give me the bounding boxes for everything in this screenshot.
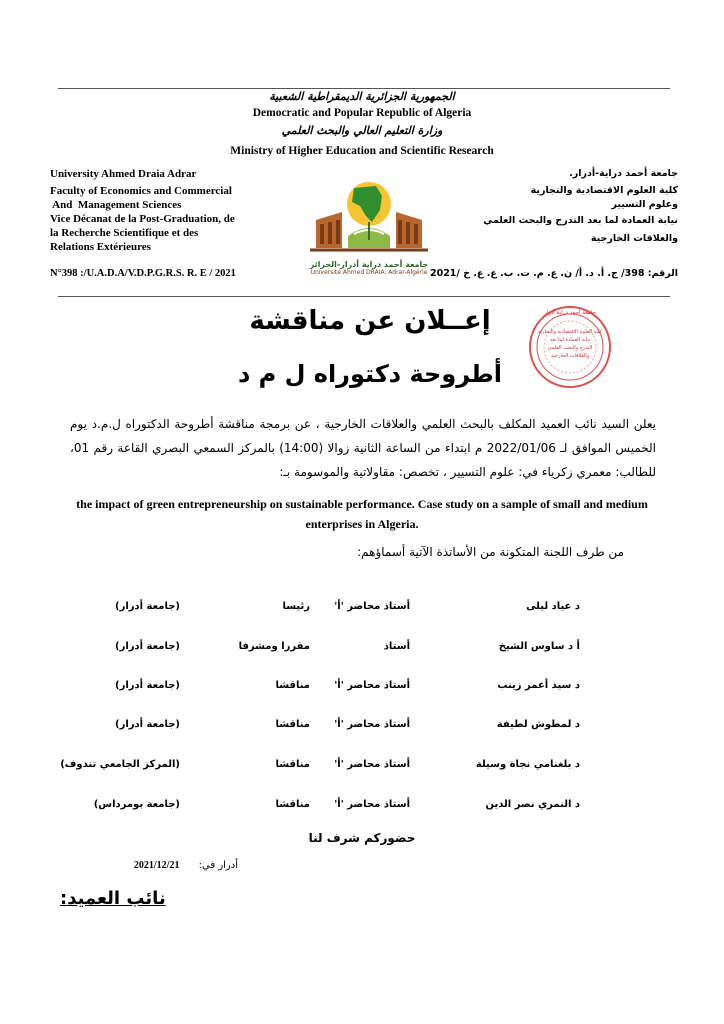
- committee-intro: من طرف اللجنة المتكونة من الأساتذة الآتية أسماؤهم:: [357, 545, 624, 559]
- member-role: مناقشا: [275, 759, 310, 770]
- member-rank: أستاذ: [383, 641, 410, 652]
- republic-ar: الجمهورية الجزائرية الديمقراطية الشعبية: [269, 90, 455, 103]
- stamp-inner-1: كلية العلوم الاقتصادية والتجارية: [537, 329, 603, 335]
- announcement-paragraph: يعلن السيد نائب العميد المكلف بالبحث العلمي والعلاقات الخارجية ، عن برمجة مناقشة أطروحة الدكتوراه ل.م.د يوم الخميس الموافق لـ 2022/01/06 م ابتداء من الساعة الثانية زوالا (14:00) بالمركز السمعي البصري القاعة رقم 01، للطالب: معمري زكرياء في: علوم التسيير ، تخصص: مقاولاتية والموسومة بـ:: [70, 417, 656, 479]
- university-en: University Ahmed Draia Adrar: [50, 168, 197, 180]
- member-university: (جامعة بومرداس): [93, 799, 180, 810]
- faculty-en-1: Faculty of Economics and Commercial: [50, 185, 232, 197]
- member-university: (جامعة أدرار): [115, 601, 180, 612]
- thesis-title: the impact of green entrepreneurship on sustainable performance. Case study on a sample of small and medium enterprises in Algeria.: [76, 497, 648, 531]
- republic-en: Democratic and Popular Republic of Algeria: [252, 107, 472, 119]
- reference-en: N°398 :/U.A.D.A/V.D.P.G.R.S. R. E / 2021: [50, 268, 236, 279]
- committee-row: [90, 641, 580, 659]
- faculty-ar-1: كلية العلوم الاقتصادية والتجارية: [530, 185, 678, 196]
- header-bottom-rule: [58, 296, 670, 297]
- vice-ar-1: نيابة العمادة لما بعد التدرج والبحث العلمي: [483, 215, 678, 226]
- vice-fr-1: Vice Décanat de la Post-Graduation, de: [50, 213, 235, 225]
- committee-row: [90, 680, 580, 698]
- university-ar: جامعة أحمد دراية-أدرار.: [569, 168, 678, 179]
- announcement-subtitle: أطروحة دكتوراه ل م د: [237, 360, 502, 388]
- logo-caption-fr: Université Ahmed DRAIA. Adrar-Algérie: [310, 269, 428, 276]
- vice-fr-3: Relations Extérieures: [50, 241, 151, 253]
- member-name: د سيد أعمر زينب: [497, 680, 580, 691]
- member-rank: أستاذ محاضر 'أ': [334, 680, 410, 691]
- member-name: د النمري نصر الدين: [485, 799, 580, 810]
- ministry-en: Ministry of Higher Education and Scientific Research: [230, 145, 494, 157]
- university-logo: [296, 176, 442, 276]
- date-line: [118, 860, 238, 871]
- member-university: (جامعة أدرار): [115, 719, 180, 730]
- member-university: (جامعة أدرار): [115, 680, 180, 691]
- member-name: د بلغنامي نجاة وسيلة: [475, 759, 580, 770]
- logo-caption-ar: جامعة أحمد دراية أدرار-الجزائر: [309, 260, 429, 269]
- member-rank: أستاذ محاضر 'أ': [334, 799, 410, 810]
- member-rank: أستاذ محاضر 'أ': [334, 759, 410, 770]
- member-name: د عياد ليلى: [526, 601, 580, 612]
- university-logo-graphic: [296, 176, 442, 256]
- member-university: (المركز الجامعي تندوف): [60, 759, 180, 770]
- faculty-ar-2: وعلوم التسيير: [611, 199, 678, 210]
- stamp-inner-block: [535, 328, 605, 360]
- committee-row: [90, 719, 580, 737]
- member-rank: أستاذ محاضر 'أ': [334, 601, 410, 612]
- member-name: أ د ساوس الشيخ: [498, 641, 580, 652]
- member-role: مقررا ومشرفا: [238, 641, 310, 652]
- stamp-inner-2: نيابة العمادة لما بعد: [549, 337, 591, 343]
- member-role: مناقشا: [275, 719, 310, 730]
- announcement-title: إعــلان عن مناقشة: [249, 306, 491, 336]
- committee-row: [90, 799, 580, 817]
- top-rule: [58, 88, 670, 89]
- committee-row: [90, 601, 580, 619]
- left-header-block: [50, 167, 295, 254]
- stamp-inner-4: والعلاقات الخارجية: [550, 353, 590, 359]
- member-rank: أستاذ محاضر 'أ': [334, 719, 410, 730]
- member-role: رئيسا: [282, 601, 310, 612]
- closing-remark: حضوركم شرف لنا: [308, 831, 416, 845]
- ministry-ar: وزارة التعليم العالي والبحث العلمي: [281, 124, 443, 137]
- stamp-inner-3: التدرج والبحث العلمي: [547, 345, 593, 351]
- member-role: مناقشا: [275, 799, 310, 810]
- member-name: د لمطوش لطيفة: [496, 719, 580, 730]
- date-value: 2021/12/21: [133, 860, 180, 871]
- date-label: أدرار في:: [198, 860, 238, 871]
- reference-ar: الرقم: 398/ ج. أ. د. أ/ ن. ع. م. ت. ب. ع. ع. خ /2021: [429, 268, 678, 279]
- faculty-en-2: And Management Sciences: [50, 199, 182, 211]
- member-role: مناقشا: [275, 680, 310, 691]
- stamp-outer-text: جامعة أحمد دراية أدرار: [544, 310, 596, 316]
- committee-row: [60, 759, 580, 777]
- member-university: (جامعة أدرار): [115, 641, 180, 652]
- right-header-block: [478, 167, 678, 246]
- vice-fr-2: la Recherche Scientifique et des: [50, 227, 199, 239]
- vice-ar-2: والعلاقات الخارجية: [590, 233, 678, 244]
- signature-label: نائب العميد:: [60, 888, 166, 909]
